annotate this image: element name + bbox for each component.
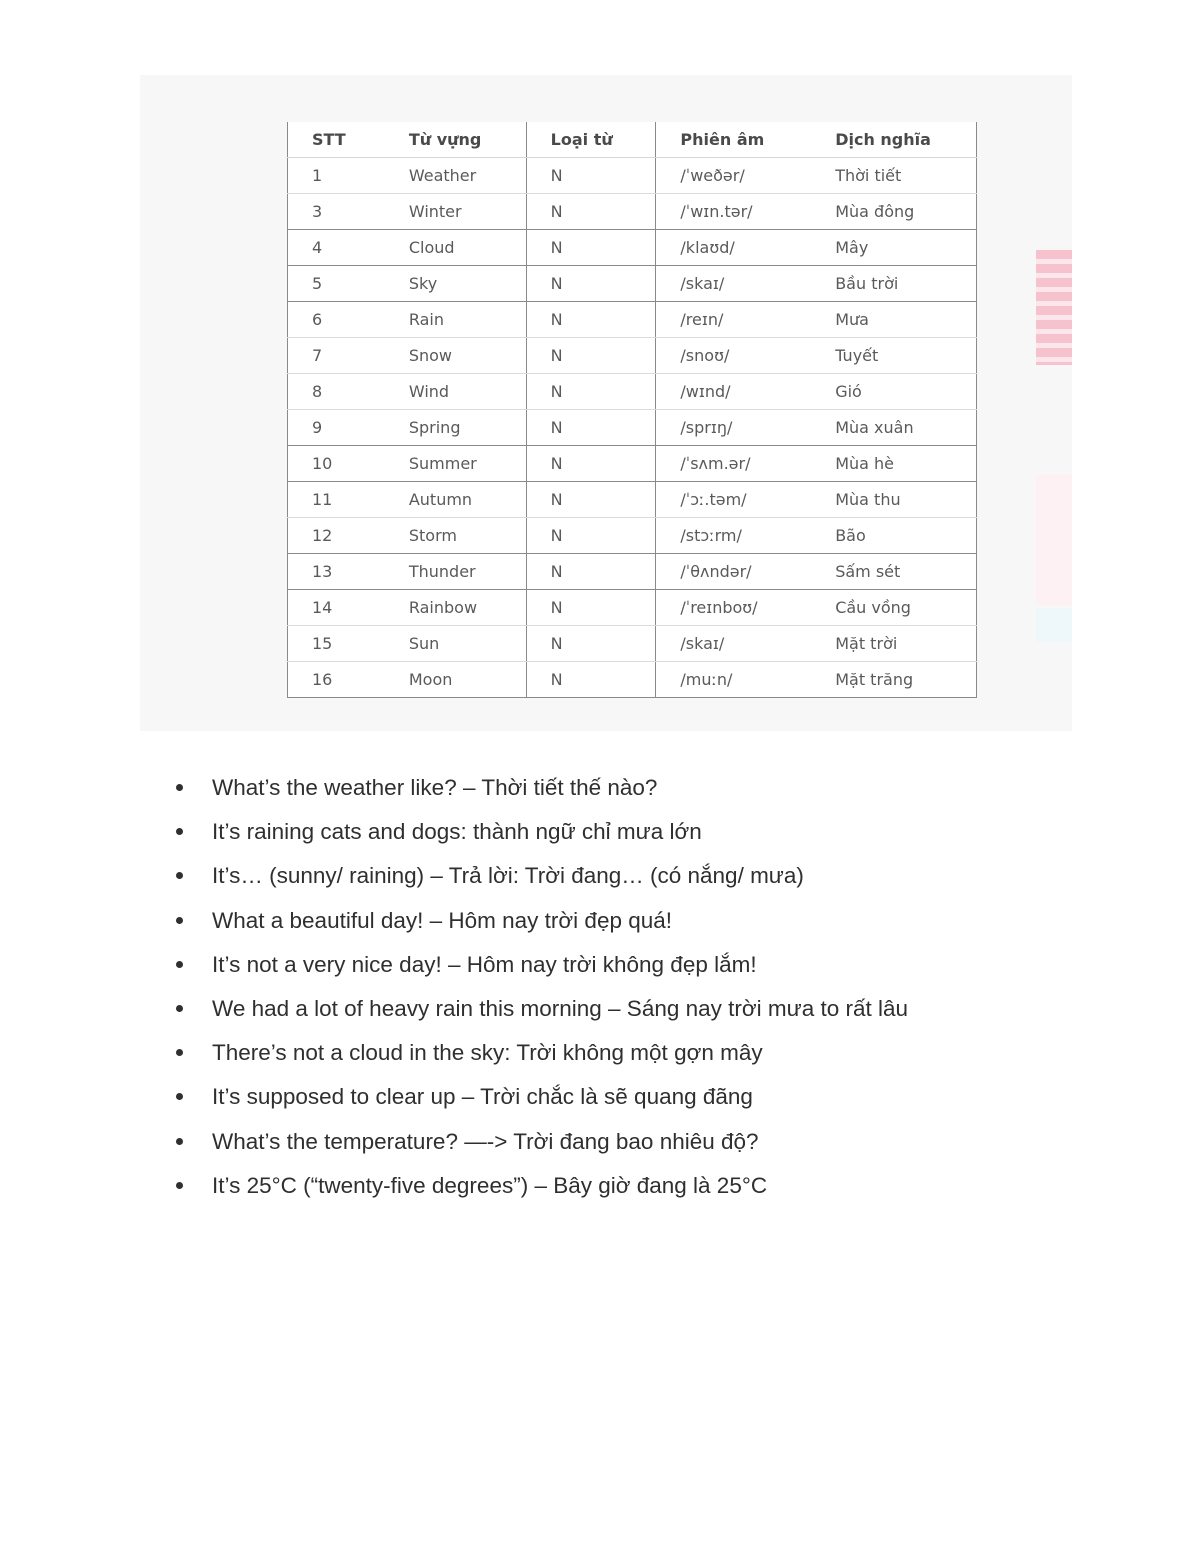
- cell-word: Autumn: [385, 482, 526, 518]
- cell-ipa: /skaɪ/: [656, 626, 811, 662]
- cell-type: N: [526, 230, 656, 266]
- phrase-text: What’s the weather like? – Thời tiết thế nào?: [212, 775, 658, 800]
- cell-word: Sky: [385, 266, 526, 302]
- bullet-icon: [176, 961, 183, 968]
- list-item: [172, 854, 908, 898]
- bullet-icon: [176, 917, 183, 924]
- cell-word: Rain: [385, 302, 526, 338]
- cell-ipa: /ˈɔː.təm/: [656, 482, 811, 518]
- bullet-icon: [176, 872, 183, 879]
- table-row: [288, 554, 977, 590]
- cell-meaning: Mây: [811, 230, 976, 266]
- bullet-icon: [176, 784, 183, 791]
- cell-meaning: Cầu vồng: [811, 590, 976, 626]
- list-item: [172, 1164, 908, 1208]
- bullet-icon: [176, 828, 183, 835]
- cell-meaning: Thời tiết: [811, 158, 976, 194]
- table-row: [288, 302, 977, 338]
- cell-type: N: [526, 554, 656, 590]
- cell-type: N: [526, 302, 656, 338]
- table-row: [288, 338, 977, 374]
- cell-word: Wind: [385, 374, 526, 410]
- phrase-list: [172, 766, 908, 1208]
- bullet-icon: [176, 1093, 183, 1100]
- cell-word: Cloud: [385, 230, 526, 266]
- phrase-text: It’s… (sunny/ raining) – Trả lời: Trời đang… (có nắng/ mưa): [212, 863, 804, 889]
- list-item: [172, 1120, 908, 1164]
- cell-type: N: [526, 338, 656, 374]
- cell-ipa: /ˈreɪnboʊ/: [656, 590, 811, 626]
- cell-ipa: /reɪn/: [656, 302, 811, 338]
- cell-meaning: Tuyết: [811, 338, 976, 374]
- cell-meaning: Mùa hè: [811, 446, 976, 482]
- phrase-text: What a beautiful day! – Hôm nay trời đẹp quá!: [212, 907, 673, 933]
- cell-type: N: [526, 374, 656, 410]
- phrase-text: It’s 25°C (“twenty-five degrees”) – Bây giờ đang là 25°C: [212, 1172, 768, 1198]
- cell-type: N: [526, 266, 656, 302]
- cell-ipa: /sprɪŋ/: [656, 410, 811, 446]
- cell-word: Winter: [385, 194, 526, 230]
- cell-word: Snow: [385, 338, 526, 374]
- header-type: Loại từ: [526, 122, 656, 158]
- table-header-row: [288, 122, 977, 158]
- cell-type: N: [526, 662, 656, 698]
- cell-type: N: [526, 446, 656, 482]
- cell-stt: 11: [288, 482, 385, 518]
- table-row: [288, 626, 977, 662]
- list-item: [172, 1075, 908, 1119]
- cell-stt: 10: [288, 446, 385, 482]
- cell-word: Rainbow: [385, 590, 526, 626]
- cell-stt: 5: [288, 266, 385, 302]
- cell-ipa: /skaɪ/: [656, 266, 811, 302]
- cell-stt: 3: [288, 194, 385, 230]
- header-stt: STT: [288, 122, 385, 158]
- cell-type: N: [526, 590, 656, 626]
- cell-meaning: Mùa thu: [811, 482, 976, 518]
- cell-ipa: /ˈsʌm.ər/: [656, 446, 811, 482]
- cell-meaning: Mặt trăng: [811, 662, 976, 698]
- cell-meaning: Bão: [811, 518, 976, 554]
- cell-type: N: [526, 482, 656, 518]
- header-word: Từ vựng: [385, 122, 526, 158]
- bullet-icon: [176, 1005, 183, 1012]
- cell-stt: 6: [288, 302, 385, 338]
- cell-meaning: Sấm sét: [811, 554, 976, 590]
- bullet-icon: [176, 1182, 183, 1189]
- table-row: [288, 662, 977, 698]
- cell-stt: 14: [288, 590, 385, 626]
- list-item: [172, 810, 908, 854]
- cell-type: N: [526, 194, 656, 230]
- table-row: [288, 518, 977, 554]
- cell-stt: 13: [288, 554, 385, 590]
- cell-ipa: /stɔːrm/: [656, 518, 811, 554]
- list-item: [172, 766, 908, 810]
- cell-word: Storm: [385, 518, 526, 554]
- decorative-stripe: [1036, 250, 1072, 365]
- phrase-text: There’s not a cloud in the sky: Trời không một gợn mây: [212, 1040, 763, 1066]
- cell-type: N: [526, 518, 656, 554]
- bullet-icon: [176, 1138, 183, 1145]
- decorative-block: [1036, 475, 1072, 605]
- cell-meaning: Mùa xuân: [811, 410, 976, 446]
- cell-stt: 15: [288, 626, 385, 662]
- cell-ipa: /snoʊ/: [656, 338, 811, 374]
- vocabulary-table: [287, 122, 977, 698]
- table-row: [288, 266, 977, 302]
- cell-stt: 9: [288, 410, 385, 446]
- phrase-text: We had a lot of heavy rain this morning – Sáng nay trời mưa to rất lâu: [212, 995, 909, 1021]
- cell-ipa: /ˈwɪn.tər/: [656, 194, 811, 230]
- cell-meaning: Mùa đông: [811, 194, 976, 230]
- list-item: [172, 899, 908, 943]
- cell-stt: 7: [288, 338, 385, 374]
- table-row: [288, 158, 977, 194]
- cell-type: N: [526, 410, 656, 446]
- cell-stt: 8: [288, 374, 385, 410]
- table-row: [288, 230, 977, 266]
- table-row: [288, 590, 977, 626]
- cell-meaning: Gió: [811, 374, 976, 410]
- cell-stt: 12: [288, 518, 385, 554]
- cell-meaning: Mưa: [811, 302, 976, 338]
- list-item: [172, 1031, 908, 1075]
- header-ipa: Phiên âm: [656, 122, 811, 158]
- table-row: [288, 446, 977, 482]
- decorative-block-teal: [1036, 608, 1072, 642]
- table-row: [288, 410, 977, 446]
- phrase-text: It’s supposed to clear up – Trời chắc là sẽ quang đãng: [212, 1084, 753, 1110]
- cell-meaning: Mặt trời: [811, 626, 976, 662]
- header-meaning: Dịch nghĩa: [811, 122, 976, 158]
- cell-word: Moon: [385, 662, 526, 698]
- cell-word: Summer: [385, 446, 526, 482]
- cell-type: N: [526, 626, 656, 662]
- cell-word: Thunder: [385, 554, 526, 590]
- cell-ipa: /klaʊd/: [656, 230, 811, 266]
- cell-word: Sun: [385, 626, 526, 662]
- cell-word: Spring: [385, 410, 526, 446]
- cell-meaning: Bầu trời: [811, 266, 976, 302]
- cell-ipa: /ˈθʌndər/: [656, 554, 811, 590]
- cell-ipa: /ˈweðər/: [656, 158, 811, 194]
- bullet-icon: [176, 1049, 183, 1056]
- list-item: [172, 943, 908, 987]
- cell-ipa: /wɪnd/: [656, 374, 811, 410]
- table-row: [288, 194, 977, 230]
- cell-stt: 1: [288, 158, 385, 194]
- cell-stt: 16: [288, 662, 385, 698]
- cell-stt: 4: [288, 230, 385, 266]
- phrase-text: It’s not a very nice day! – Hôm nay trời không đẹp lắm!: [212, 951, 757, 977]
- table-row: [288, 374, 977, 410]
- cell-word: Weather: [385, 158, 526, 194]
- cell-ipa: /muːn/: [656, 662, 811, 698]
- phrase-text: What’s the temperature? —-> Trời đang bao nhiêu độ?: [212, 1128, 759, 1154]
- list-item: [172, 987, 908, 1031]
- table-row: [288, 482, 977, 518]
- phrase-text: It’s raining cats and dogs: thành ngữ chỉ mưa lớn: [212, 819, 702, 845]
- cell-type: N: [526, 158, 656, 194]
